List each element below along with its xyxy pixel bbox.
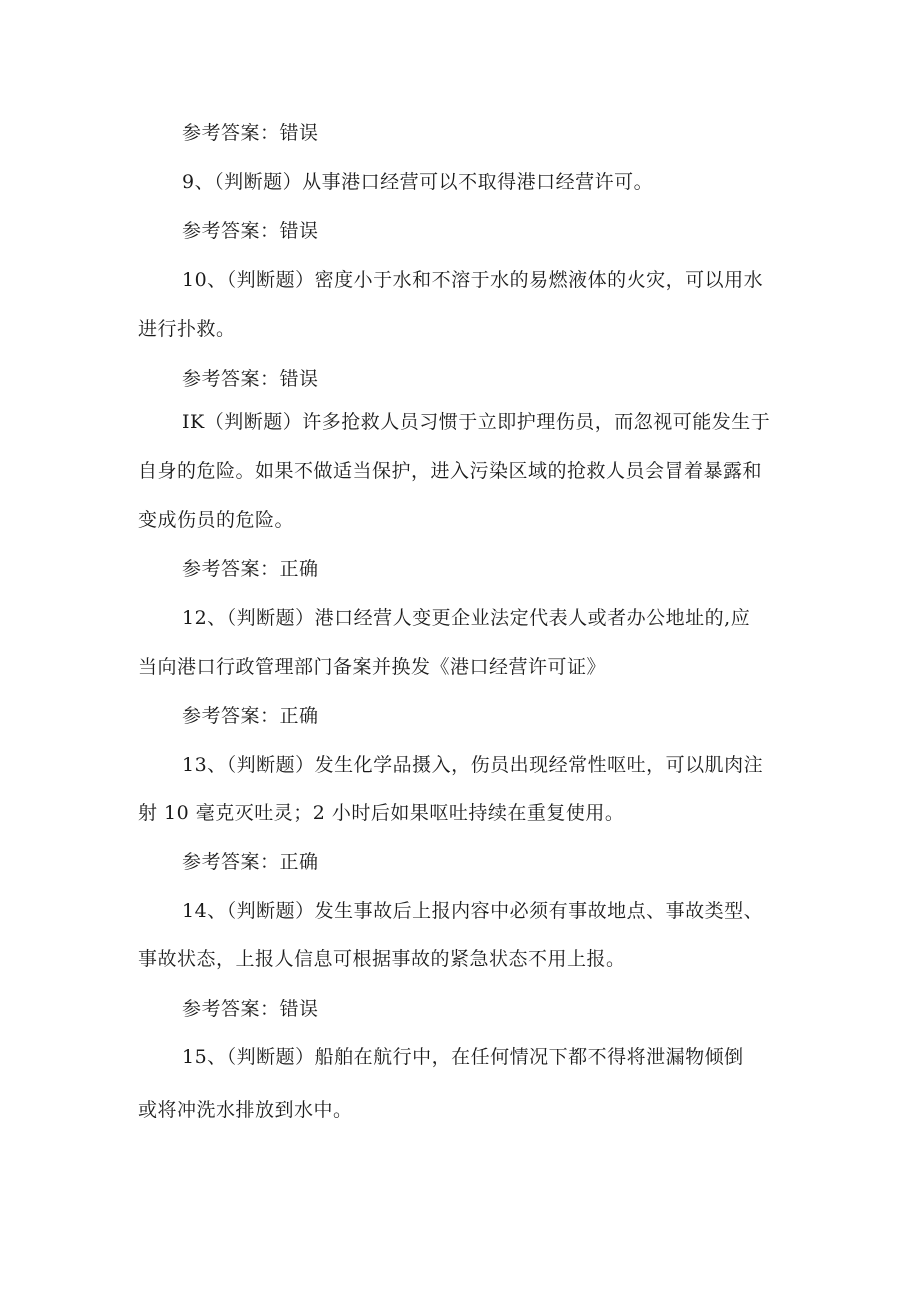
question-11-line-2: 自身的危险。如果不做适当保护，进入污染区域的抢救人员会冒着暴露和 <box>138 460 763 482</box>
question-15-line-2: 或将冲洗水排放到水中。 <box>138 1099 353 1121</box>
question-10-line-1: 10、（判断题）密度小于水和不溶于水的易燃液体的火灾，可以用水 <box>182 269 764 291</box>
question-11-line-1: IK（判断题）许多抢救人员习惯于立即护理伤员，而忽视可能发生于 <box>182 411 771 433</box>
answer-q14: 参考答案：错误 <box>182 998 319 1020</box>
answer-q13: 参考答案：正确 <box>182 851 319 873</box>
question-14-line-2: 事故状态，上报人信息可根据事故的紧急状态不用上报。 <box>138 948 626 970</box>
question-11-line-3: 变成伤员的危险。 <box>138 509 295 531</box>
question-15-line-1: 15、（判断题）船舶在航行中，在任何情况下都不得将泄漏物倾倒 <box>182 1046 744 1068</box>
question-12-line-2: 当向港口行政管理部门备案并换发《港口经营许可证》 <box>138 656 607 678</box>
answer-q10: 参考答案：错误 <box>182 368 319 390</box>
answer-q12: 参考答案：正确 <box>182 705 319 727</box>
question-10-line-2: 进行扑救。 <box>138 318 236 340</box>
question-9-line-1: 9、（判断题）从事港口经营可以不取得港口经营许可。 <box>182 171 654 193</box>
question-13-line-1: 13、（判断题）发生化学品摄入，伤员出现经常性呕吐，可以肌肉注 <box>182 754 764 776</box>
question-12-line-1: 12、（判断题）港口经营人变更企业法定代表人或者办公地址的,应 <box>182 607 751 629</box>
answer-q9: 参考答案：错误 <box>182 220 319 242</box>
answer-q11: 参考答案：正确 <box>182 558 319 580</box>
question-14-line-1: 14、（判断题）发生事故后上报内容中必须有事故地点、事故类型、 <box>182 900 764 922</box>
question-13-line-2: 射 10 毫克灭吐灵；2 小时后如果呕吐持续在重复使用。 <box>138 802 625 824</box>
answer-q8: 参考答案：错误 <box>182 122 319 144</box>
